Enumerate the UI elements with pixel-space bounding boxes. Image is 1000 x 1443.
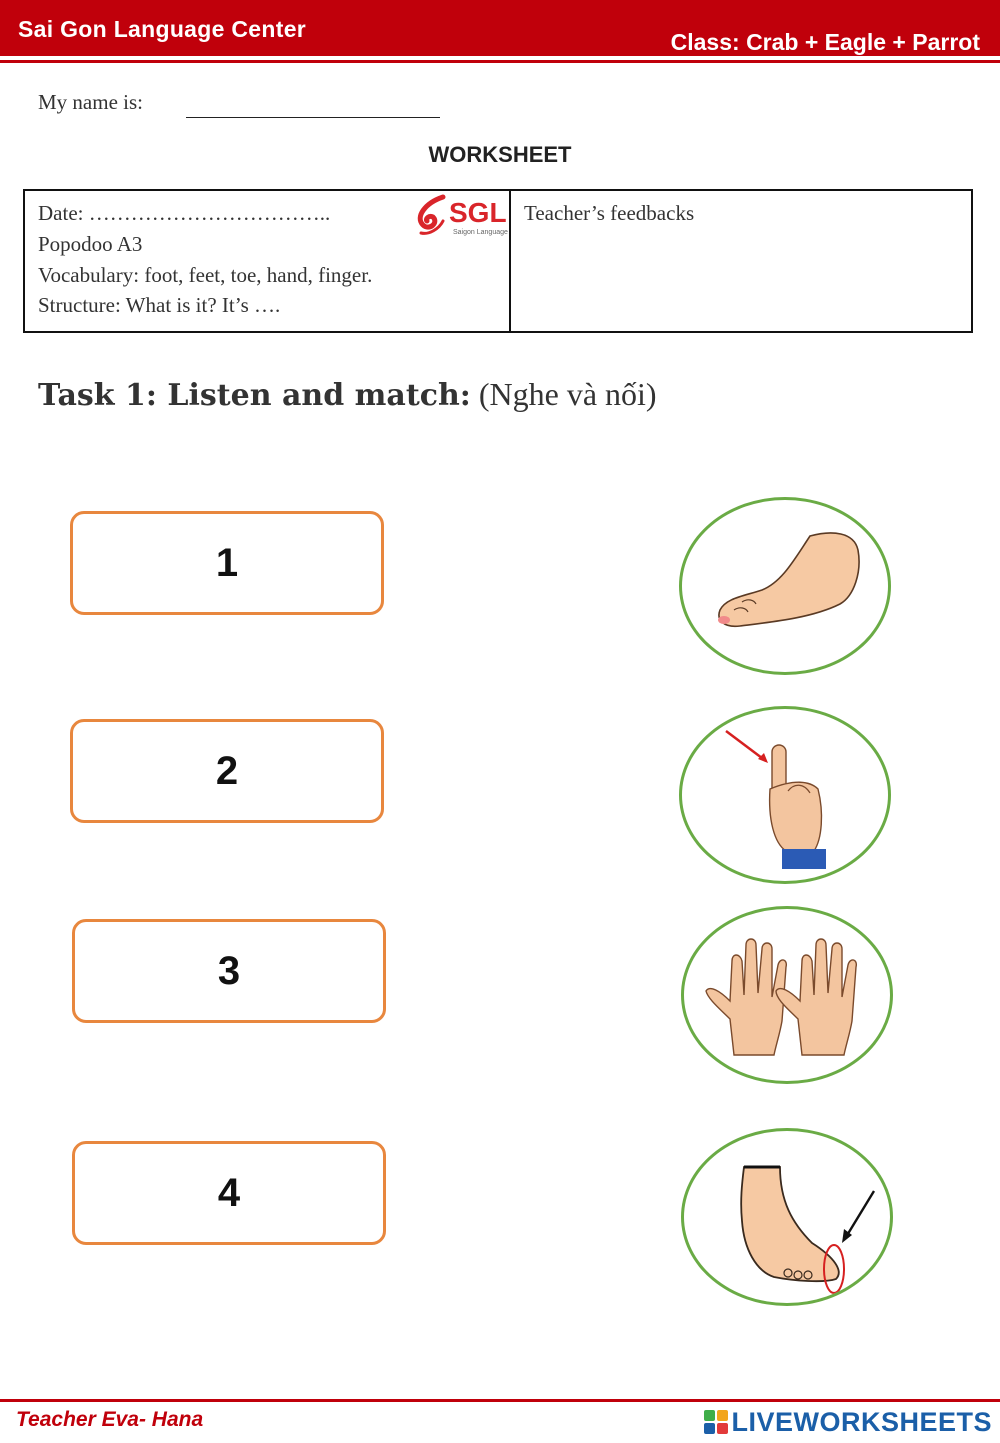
toe-picture[interactable]: [681, 1128, 893, 1306]
foot-picture[interactable]: [679, 497, 891, 675]
sgl-logo-subtext: Saigon Language: [453, 229, 508, 236]
date-line: Date: ……………………………..: [38, 201, 331, 225]
sgl-swoosh-icon: [413, 193, 453, 239]
structure-line: Structure: What is it? It’s ….: [38, 293, 281, 317]
sgl-logo: [413, 193, 509, 241]
hands-picture[interactable]: [681, 906, 893, 1084]
name-input-line[interactable]: [186, 117, 440, 118]
header-divider: [0, 60, 1000, 63]
liveworksheets-icon: [704, 1410, 728, 1434]
task-title: [38, 376, 657, 413]
toe-foot-icon: [684, 1131, 893, 1306]
match-box-3[interactable]: 3: [72, 919, 386, 1023]
info-table: [23, 189, 973, 333]
liveworksheets-text: LIVEWORKSHEETS: [731, 1406, 992, 1437]
finger-picture[interactable]: [679, 706, 891, 884]
name-label: My name is:: [38, 90, 143, 114]
info-divider: [509, 191, 511, 331]
teacher-name: Teacher Eva- Hana: [16, 1408, 204, 1431]
match-box-4[interactable]: 4: [72, 1141, 386, 1245]
vocabulary-line: Vocabulary: foot, feet, toe, hand, finger.: [38, 263, 373, 287]
liveworksheets-logo: [704, 1405, 992, 1439]
sgl-logo-text: SGL: [449, 197, 507, 228]
match-box-1[interactable]: 1: [70, 511, 384, 615]
match-box-2[interactable]: 2: [70, 719, 384, 823]
teacher-feedback-label: Teacher’s feedbacks: [524, 201, 695, 225]
footer-divider: [0, 1399, 1000, 1402]
school-name: Sai Gon Language Center: [18, 16, 307, 42]
task-title-bold: Task 1: Listen and match:: [38, 378, 471, 413]
worksheet-title: WORKSHEET: [428, 142, 572, 167]
course-line: Popodoo A3: [38, 232, 143, 256]
class-label: Class: Crab + Eagle + Parrot: [670, 29, 980, 55]
foot-icon: [682, 500, 891, 675]
task-title-translation: (Nghe và nối): [478, 376, 657, 412]
finger-hand-icon: [682, 709, 891, 884]
hands-icon: [684, 909, 893, 1084]
